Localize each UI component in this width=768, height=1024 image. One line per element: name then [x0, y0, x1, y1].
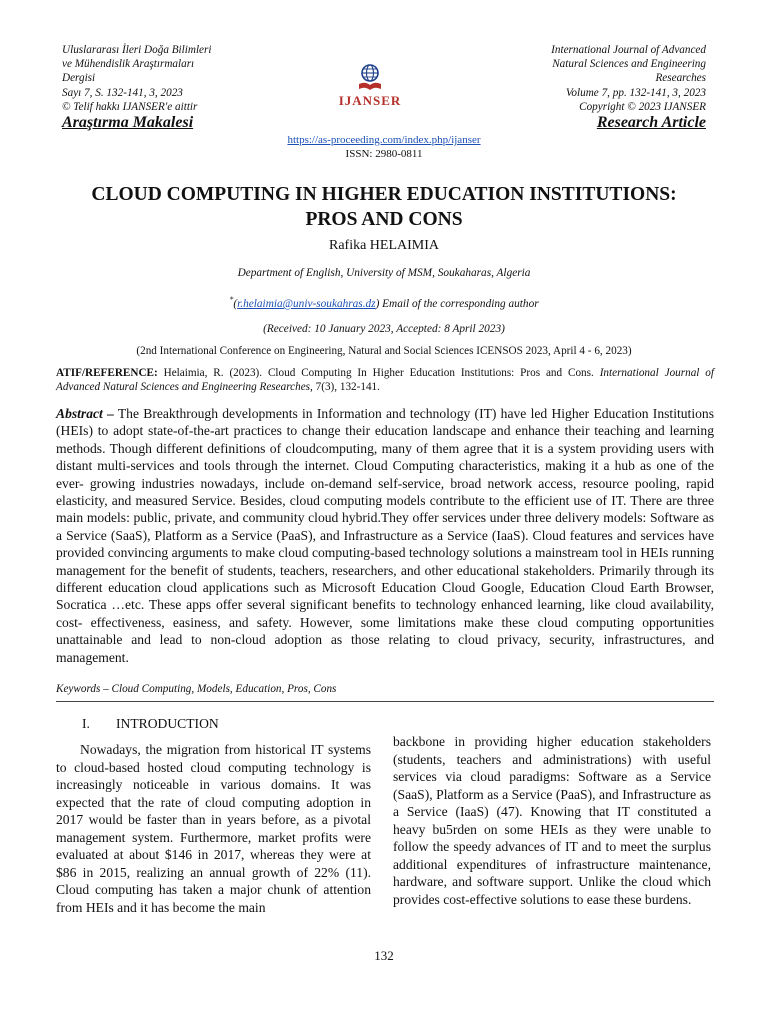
keywords: Keywords – Cloud Computing, Models, Education, Pros, Cons: [56, 683, 337, 695]
received-dates: (Received: 10 January 2023, Accepted: 8 April 2023): [263, 323, 505, 335]
page-number: 132: [374, 948, 394, 963]
paper-title: [40, 182, 728, 232]
citation-text: Helaimia, R. (2023). Cloud Computing In Higher Education Institutions: Pros and Cons.: [157, 367, 600, 379]
divider: [56, 701, 714, 702]
citation-tail: , 7(3), 132-141.: [310, 381, 380, 394]
author-name: Rafika HELAIMIA: [328, 238, 440, 253]
header-right-line: Researches: [655, 72, 706, 85]
body-text-left-column: Nowadays, the migration from historical IT systems to cloud-based hosted cloud computing technology is increasingly noticeable in various domains. It was expected that the rate of cloud computing adoption in 2017 would be faster than in years before, as a pivotal management system. Furthermore, market profits were evaluated at about $146 in 2017, whereas they were at $86 in 2015, realizing an annual growth of 22% (11). Cloud computing has taken a major chunk of attention from HEIs and it has become the main: [56, 742, 371, 915]
header-left-line: ve Mühendislik Araştırmaları: [62, 58, 195, 71]
corresponding-email: [0, 295, 768, 310]
email-rest: ) Email of the corresponding author: [375, 297, 539, 310]
logo-text: IJANSER: [338, 93, 402, 108]
header-right-line: Volume 7, pp. 132-141, 3, 2023: [565, 86, 706, 99]
section-number: I.: [82, 716, 90, 731]
journal-logo: [330, 62, 410, 109]
body-text-right-column: backbone in providing higher education stakeholders (students, teachers and administrations) with useful services via cloud paradigms: Software as a Service (SaaS), Platform as a Service (PaaS), and Infrastructure as a Service (IaaS) (47). Knowing that IT constituted a heavy bu5rden on some HEIs as they were unable to follow the speedy advances of IT and to meet the surplus additional expenditures of infrastructure maintenance, hardware, and software support. Unlike the cloud which provides cost-effective solutions to ease these burdens.: [393, 734, 711, 907]
email-mark: *: [229, 295, 234, 304]
citation-label: ATIF/REFERENCE:: [56, 367, 158, 379]
citation-reference: [56, 366, 714, 394]
email-link[interactable]: r.helaimia@univ-soukahras.dz: [237, 297, 376, 310]
header-right-line: Copyright © 2023 IJANSER: [579, 100, 706, 113]
section-heading: [82, 716, 219, 732]
journal-header-turkish: [62, 43, 292, 114]
author-affiliation: Department of English, University of MSM, Soukaharas, Algeria: [237, 267, 531, 279]
header-left-line: © Telif hakkı IJANSER'e aittir: [62, 100, 198, 113]
abstract-text: The Breakthrough developments in Information and technology (IT) have led Higher Education Institutions (HEIs) to adopt state-of-the-art practices to change their education landscape and enhance their teaching and learning methods. Though different definitions of cloudcomputing, many of them agree that it is a system providing users with distant multi-services and tools through the internet. Cloud Computing characteristics, making it a hub as one of the ever- growing industries nowadays, include on-demand self-service, broad network access, resource pooling, rapid elasticity, and measured Service. Besides, cloud computing models contribute to the efficient use of IT. There are three main models: public, private, and community cloud hybrid.They offer services under three delivery models: Software as a Service (SaaS), Platform as a Service (PaaS), and Infrastructure as a Service (IaaS). Cloud features and services have provided convincing arguments to make cloud computing-based technology solutions a mainstream tool in HEIs running management for the benefit of students, teachers, researchers, and other educational stakeholders. Primarily through its different education cloud applications such as Microsoft Education Cloud Google, Education Cloud Earth Browser, Socratica …etc. These apps offer several significant benefits to technology enhanced learning, like cloud availability, cost- effectiveness, easiness, and safety. However, some limitations make these cloud computing opportunities unattainable and lead to non-cloud adoption as those relating to cloud privacy, security, infrastructures, and management.: [56, 406, 714, 665]
email-open: (: [233, 297, 238, 310]
header-left-line: Dergisi: [62, 72, 96, 85]
abstract: [56, 405, 714, 666]
header-right-line: International Journal of Advanced: [551, 44, 706, 56]
globe-book-icon: [355, 62, 385, 92]
section-title: INTRODUCTION: [116, 716, 219, 731]
title-line: PROS AND CONS: [305, 209, 463, 230]
conference-note: (2nd International Conference on Engineering, Natural and Social Sciences ICENSOS 2023, April 4 - 6, 2023): [136, 345, 632, 357]
header-left-line: Uluslararası İleri Doğa Bilimleri: [62, 44, 212, 56]
citation-journal: International Journal of Advanced Natural Sciences and Engineering Researches: [56, 367, 715, 394]
journal-url-link[interactable]: https://as-proceeding.com/index.php/ijanser: [287, 134, 481, 146]
header-left-line: Sayı 7, S. 132-141, 3, 2023: [62, 86, 183, 99]
header-right-line: Natural Sciences and Engineering: [552, 58, 706, 71]
article-type-english: Research Article: [596, 114, 706, 131]
abstract-label: Abstract –: [56, 406, 114, 421]
issn: ISSN: 2980-0811: [345, 148, 423, 160]
article-type-turkish: Araştırma Makalesi: [62, 114, 194, 131]
journal-header-english: [466, 43, 706, 114]
title-line: CLOUD COMPUTING IN HIGHER EDUCATION INSTITUTIONS:: [91, 184, 677, 205]
